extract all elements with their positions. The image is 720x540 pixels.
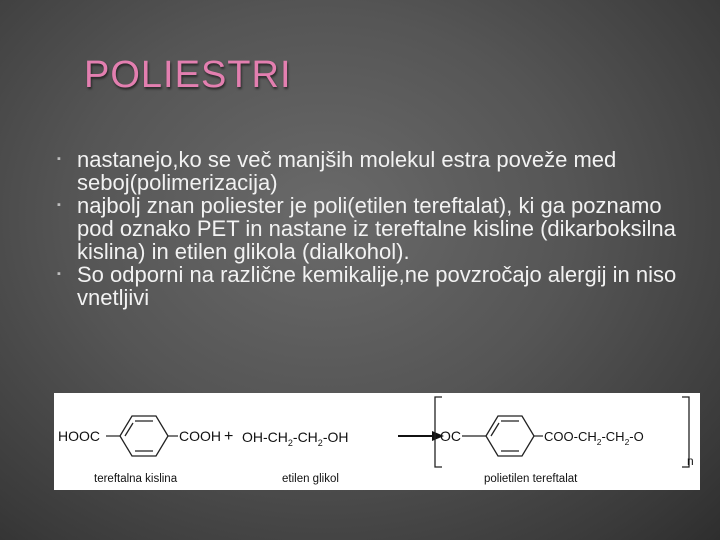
reaction-arrow-icon <box>398 431 444 441</box>
benzene-ring-icon <box>486 416 534 456</box>
bullet-icon: ▪ <box>57 153 61 165</box>
product-ester-chain: COO-$CH_2-CH_2-O$ <box>544 429 644 447</box>
ethylene-glycol-label: etilen glikol <box>282 473 339 485</box>
product-oc-group: OC <box>440 428 461 444</box>
slide-title: POLIESTRI <box>84 54 292 96</box>
bullet-list <box>0 148 720 309</box>
repeat-unit-n: n <box>687 454 694 468</box>
reaction-scheme <box>54 393 700 490</box>
ethylene-glycol-formula: $OH-CH_2-CH_2-OH$ <box>242 429 349 448</box>
bullet-icon: ▪ <box>57 268 61 280</box>
bullet-item <box>0 194 720 263</box>
cooh-left-group: HOOC <box>58 428 100 444</box>
bullet-item <box>0 148 720 194</box>
cooh-right-group: COOH <box>179 428 221 444</box>
pet-label: polietilen tereftalat <box>484 473 578 485</box>
plus-sign: + <box>224 428 234 445</box>
bullet-text: So odporni na različne kemikalije,ne povzročajo alergij in niso vnetljivi <box>77 262 677 310</box>
bullet-icon: ▪ <box>57 199 61 211</box>
bullet-item <box>0 263 720 309</box>
reaction-diagram <box>54 393 700 490</box>
bullet-text: nastanejo,ko se več manjših molekul estra poveže med seboj(polimerizacija) <box>77 147 617 195</box>
bullet-text: najbolj znan poliester je poli(etilen tereftalat), ki ga poznamo pod oznako PET in nastane iz tereftalne kisline (dikarboksilna kislina) in etilen glikola (dialkohol). <box>77 193 676 264</box>
terephthalic-acid-label: tereftalna kislina <box>94 473 178 485</box>
benzene-ring-icon <box>120 416 168 456</box>
